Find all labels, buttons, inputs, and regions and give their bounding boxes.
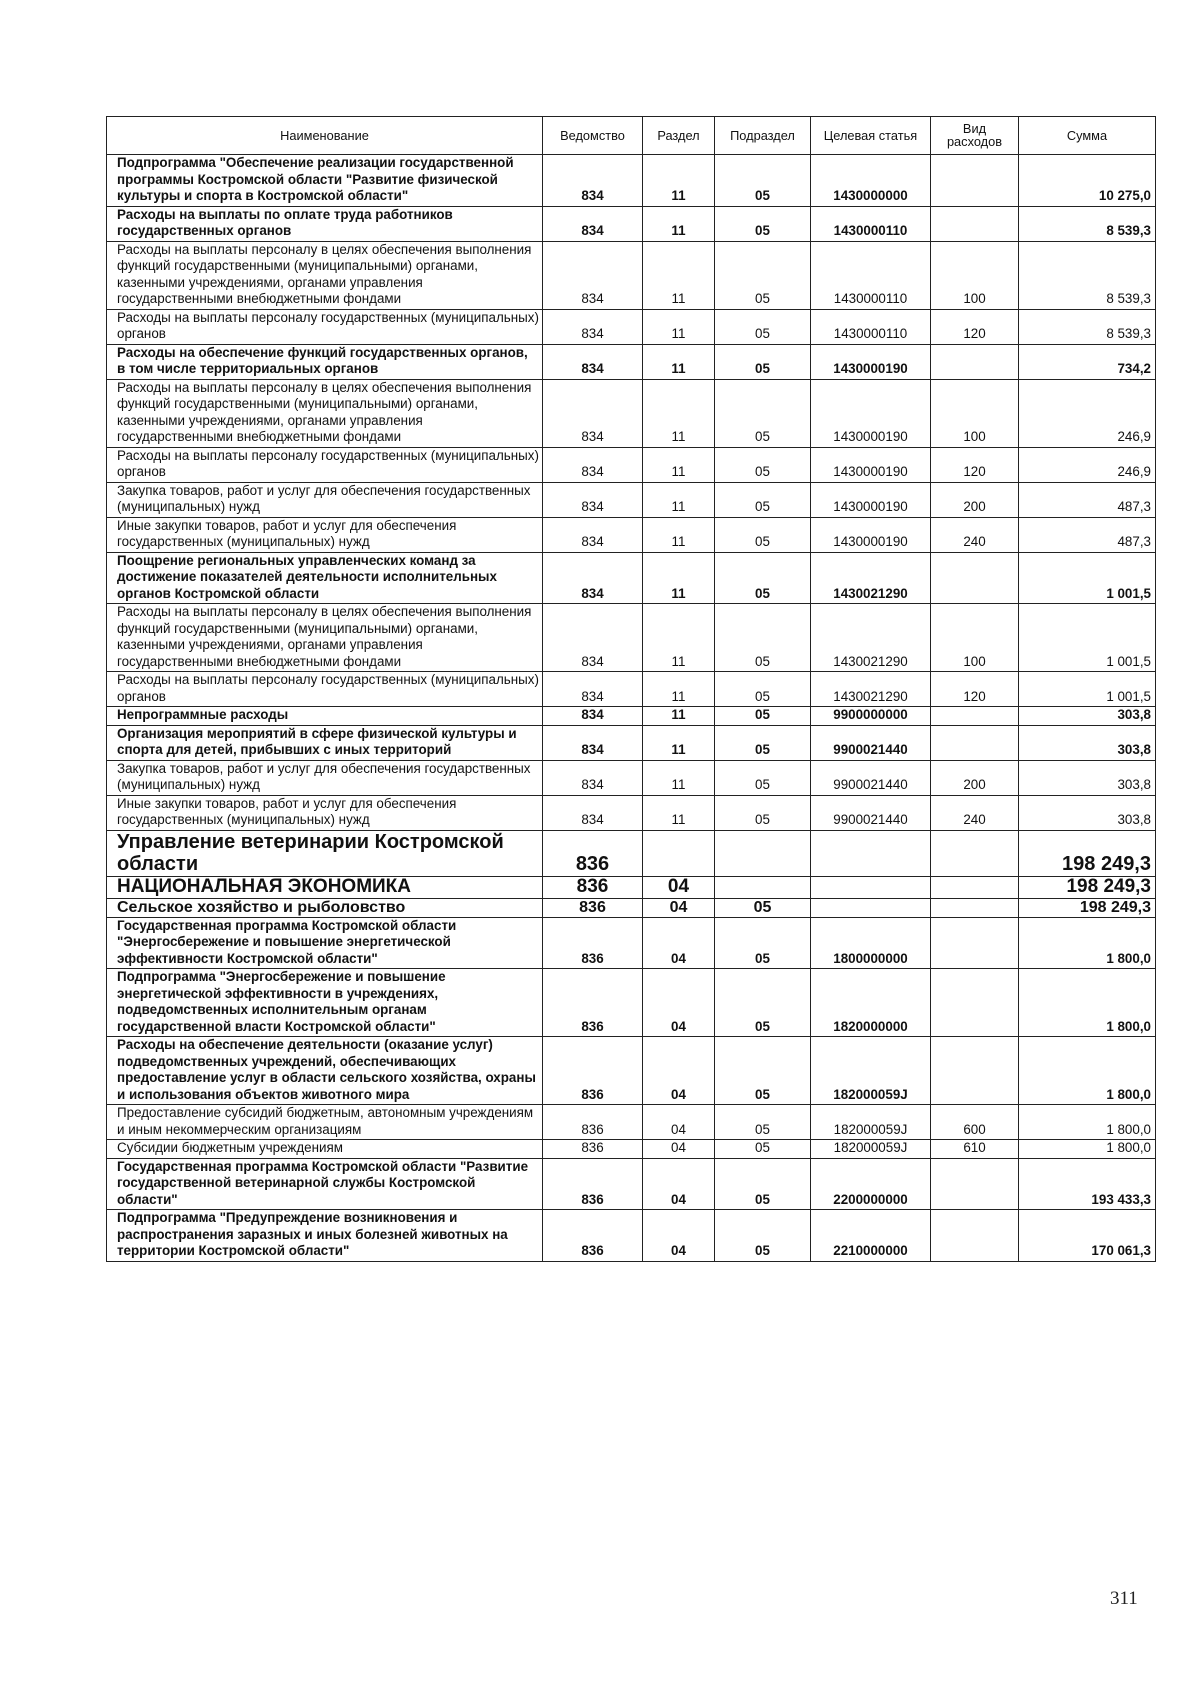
cell-ved: 834 [543, 552, 643, 604]
cell-podrazdel: 05 [715, 969, 811, 1037]
cell-ved: 834 [543, 482, 643, 517]
cell-name: Расходы на выплаты персоналу в целях обеспечения выполнения функций государственными (муниципальными) органами, казенными учреждениями, органами управления государственными внебюджетными фондами [107, 379, 543, 447]
cell-podrazdel: 05 [715, 760, 811, 795]
cell-name: Расходы на выплаты по оплате труда работников государственных органов [107, 206, 543, 241]
cell-podrazdel: 05 [715, 206, 811, 241]
cell-name: Расходы на обеспечение деятельности (оказание услуг) подведомственных учреждений, обеспечивающих предоставление услуг в области сельского хозяйства, охраны и использования объектов животного мира [107, 1037, 543, 1105]
cell-statya: 1820000000 [811, 969, 931, 1037]
cell-razdel: 11 [643, 309, 715, 344]
table-row [107, 969, 1156, 1037]
page-number: 311 [1110, 1588, 1138, 1609]
cell-name: Расходы на выплаты персоналу государственных (муниципальных) органов [107, 672, 543, 707]
table-header-row [107, 117, 1156, 155]
cell-ved: 836 [543, 1210, 643, 1262]
table-row [107, 725, 1156, 760]
cell-razdel: 04 [643, 917, 715, 969]
cell-summa: 8 539,3 [1019, 241, 1156, 309]
cell-name: Подпрограмма "Энергосбережение и повышение энергетической эффективности в учреждениях, подведомственных исполнительным органам государственной власти Костромской области" [107, 969, 543, 1037]
cell-summa: 303,8 [1019, 707, 1156, 726]
cell-name: Расходы на выплаты персоналу государственных (муниципальных) органов [107, 447, 543, 482]
cell-summa: 8 539,3 [1019, 206, 1156, 241]
cell-summa: 1 800,0 [1019, 969, 1156, 1037]
cell-razdel: 11 [643, 725, 715, 760]
cell-name: Иные закупки товаров, работ и услуг для обеспечения государственных (муниципальных) нужд [107, 517, 543, 552]
cell-razdel: 11 [643, 552, 715, 604]
cell-summa: 487,3 [1019, 482, 1156, 517]
cell-podrazdel: 05 [715, 707, 811, 726]
cell-name: Закупка товаров, работ и услуг для обеспечения государственных (муниципальных) нужд [107, 760, 543, 795]
cell-statya [811, 898, 931, 917]
cell-summa: 170 061,3 [1019, 1210, 1156, 1262]
cell-statya: 1430021290 [811, 604, 931, 672]
cell-ved: 834 [543, 604, 643, 672]
cell-razdel: 04 [643, 1158, 715, 1210]
cell-summa: 1 800,0 [1019, 1140, 1156, 1159]
header-statya: Целевая статья [811, 117, 931, 155]
cell-name: Расходы на обеспечение функций государственных органов, в том числе территориальных органов [107, 344, 543, 379]
cell-statya: 1800000000 [811, 917, 931, 969]
cell-summa: 1 001,5 [1019, 672, 1156, 707]
cell-name: Поощрение региональных управленческих команд за достижение показателей деятельности исполнительных органов Костромской области [107, 552, 543, 604]
cell-vid [931, 830, 1019, 876]
table-row [107, 447, 1156, 482]
cell-statya: 1430000190 [811, 344, 931, 379]
cell-razdel: 04 [643, 969, 715, 1037]
cell-summa: 246,9 [1019, 447, 1156, 482]
cell-razdel: 04 [643, 898, 715, 917]
cell-podrazdel: 05 [715, 672, 811, 707]
table-row [107, 672, 1156, 707]
cell-ved: 834 [543, 795, 643, 830]
cell-razdel: 04 [643, 1140, 715, 1159]
cell-vid [931, 876, 1019, 898]
table-row [107, 707, 1156, 726]
cell-name: Расходы на выплаты персоналу государственных (муниципальных) органов [107, 309, 543, 344]
cell-summa: 198 249,3 [1019, 898, 1156, 917]
cell-name: Расходы на выплаты персоналу в целях обеспечения выполнения функций государственными (муниципальными) органами, казенными учреждениями, органами управления государственными внебюджетными фондами [107, 241, 543, 309]
table-row [107, 241, 1156, 309]
table-row [107, 917, 1156, 969]
table-row [107, 795, 1156, 830]
cell-podrazdel: 05 [715, 917, 811, 969]
cell-podrazdel: 05 [715, 344, 811, 379]
cell-razdel: 11 [643, 517, 715, 552]
cell-statya: 1430000190 [811, 379, 931, 447]
cell-podrazdel: 05 [715, 379, 811, 447]
cell-ved: 834 [543, 672, 643, 707]
cell-vid: 600 [931, 1105, 1019, 1140]
table-row [107, 552, 1156, 604]
table-row [107, 1158, 1156, 1210]
header-razdel: Раздел [643, 117, 715, 155]
table-row [107, 1037, 1156, 1105]
cell-vid: 240 [931, 517, 1019, 552]
cell-ved: 834 [543, 707, 643, 726]
header-vid: Вид расходов [931, 117, 1019, 155]
cell-razdel: 11 [643, 482, 715, 517]
cell-statya: 2210000000 [811, 1210, 931, 1262]
table-row [107, 876, 1156, 898]
cell-razdel: 11 [643, 760, 715, 795]
cell-razdel: 11 [643, 672, 715, 707]
cell-statya: 9900000000 [811, 707, 931, 726]
header-podrazdel: Подраздел [715, 117, 811, 155]
cell-razdel [643, 830, 715, 876]
cell-ved: 834 [543, 344, 643, 379]
cell-razdel: 04 [643, 1037, 715, 1105]
cell-summa: 734,2 [1019, 344, 1156, 379]
table-row [107, 517, 1156, 552]
cell-vid: 200 [931, 482, 1019, 517]
cell-statya: 1430021290 [811, 552, 931, 604]
cell-ved: 836 [543, 969, 643, 1037]
cell-name: Субсидии бюджетным учреждениям [107, 1140, 543, 1159]
cell-summa: 1 800,0 [1019, 917, 1156, 969]
cell-razdel: 11 [643, 795, 715, 830]
cell-ved: 834 [543, 206, 643, 241]
table-row [107, 155, 1156, 207]
table-row [107, 830, 1156, 876]
cell-summa: 303,8 [1019, 795, 1156, 830]
cell-razdel: 11 [643, 379, 715, 447]
cell-summa: 303,8 [1019, 760, 1156, 795]
table-row [107, 482, 1156, 517]
table-row [107, 379, 1156, 447]
cell-vid: 610 [931, 1140, 1019, 1159]
cell-statya: 1430000110 [811, 241, 931, 309]
cell-summa: 487,3 [1019, 517, 1156, 552]
cell-name: Расходы на выплаты персоналу в целях обеспечения выполнения функций государственными (муниципальными) органами, казенными учреждениями, органами управления государственными внебюджетными фондами [107, 604, 543, 672]
budget-table [106, 116, 1156, 1262]
table-row [107, 1210, 1156, 1262]
cell-vid: 100 [931, 241, 1019, 309]
table-row [107, 604, 1156, 672]
cell-summa: 1 800,0 [1019, 1037, 1156, 1105]
header-name: Наименование [107, 117, 543, 155]
cell-ved: 836 [543, 1105, 643, 1140]
table-row [107, 1105, 1156, 1140]
cell-podrazdel: 05 [715, 309, 811, 344]
cell-podrazdel: 05 [715, 725, 811, 760]
cell-razdel: 11 [643, 604, 715, 672]
cell-podrazdel: 05 [715, 552, 811, 604]
cell-summa: 8 539,3 [1019, 309, 1156, 344]
cell-summa: 198 249,3 [1019, 876, 1156, 898]
cell-podrazdel: 05 [715, 898, 811, 917]
cell-statya [811, 876, 931, 898]
cell-name: НАЦИОНАЛЬНАЯ ЭКОНОМИКА [107, 876, 543, 898]
cell-podrazdel: 05 [715, 155, 811, 207]
cell-statya: 1430000110 [811, 206, 931, 241]
cell-name: Закупка товаров, работ и услуг для обеспечения государственных (муниципальных) нужд [107, 482, 543, 517]
cell-vid [931, 707, 1019, 726]
cell-podrazdel: 05 [715, 517, 811, 552]
cell-ved: 836 [543, 830, 643, 876]
header-summa: Сумма [1019, 117, 1156, 155]
cell-summa: 193 433,3 [1019, 1158, 1156, 1210]
cell-vid: 120 [931, 447, 1019, 482]
table-body [107, 155, 1156, 1262]
cell-vid [931, 969, 1019, 1037]
cell-vid: 100 [931, 379, 1019, 447]
cell-razdel: 11 [643, 707, 715, 726]
cell-vid: 100 [931, 604, 1019, 672]
cell-ved: 836 [543, 876, 643, 898]
cell-ved: 834 [543, 517, 643, 552]
cell-statya: 1430000190 [811, 482, 931, 517]
table-row [107, 898, 1156, 917]
cell-summa: 303,8 [1019, 725, 1156, 760]
cell-ved: 834 [543, 309, 643, 344]
cell-name: Государственная программа Костромской области "Развитие государственной ветеринарной службы Костромской области" [107, 1158, 543, 1210]
cell-summa: 198 249,3 [1019, 830, 1156, 876]
header-ved: Ведомство [543, 117, 643, 155]
cell-vid [931, 552, 1019, 604]
cell-name: Подпрограмма "Обеспечение реализации государственной программы Костромской области "Развитие физической культуры и спорта в Костромской области" [107, 155, 543, 207]
cell-statya: 2200000000 [811, 1158, 931, 1210]
cell-podrazdel [715, 876, 811, 898]
table-row [107, 1140, 1156, 1159]
cell-razdel: 11 [643, 206, 715, 241]
cell-ved: 836 [543, 1158, 643, 1210]
cell-razdel: 11 [643, 447, 715, 482]
cell-statya: 9900021440 [811, 760, 931, 795]
cell-vid [931, 155, 1019, 207]
cell-razdel: 11 [643, 241, 715, 309]
cell-razdel: 04 [643, 1105, 715, 1140]
cell-podrazdel: 05 [715, 795, 811, 830]
cell-summa: 246,9 [1019, 379, 1156, 447]
cell-summa: 1 001,5 [1019, 552, 1156, 604]
cell-ved: 834 [543, 447, 643, 482]
cell-razdel: 04 [643, 876, 715, 898]
table-row [107, 206, 1156, 241]
cell-razdel: 04 [643, 1210, 715, 1262]
table-row [107, 309, 1156, 344]
cell-ved: 836 [543, 1140, 643, 1159]
cell-vid: 240 [931, 795, 1019, 830]
cell-ved: 834 [543, 725, 643, 760]
cell-statya: 1430000000 [811, 155, 931, 207]
cell-ved: 836 [543, 898, 643, 917]
cell-statya: 1430000110 [811, 309, 931, 344]
cell-statya: 182000059J [811, 1105, 931, 1140]
cell-ved: 834 [543, 760, 643, 795]
cell-name: Организация мероприятий в сфере физической культуры и спорта для детей, прибывших с иных территорий [107, 725, 543, 760]
cell-statya: 1430000190 [811, 517, 931, 552]
cell-vid: 120 [931, 672, 1019, 707]
cell-podrazdel: 05 [715, 447, 811, 482]
cell-podrazdel [715, 830, 811, 876]
cell-statya: 9900021440 [811, 795, 931, 830]
cell-name: Иные закупки товаров, работ и услуг для обеспечения государственных (муниципальных) нужд [107, 795, 543, 830]
cell-podrazdel: 05 [715, 1140, 811, 1159]
cell-summa: 10 275,0 [1019, 155, 1156, 207]
cell-vid [931, 917, 1019, 969]
cell-statya: 1430000190 [811, 447, 931, 482]
cell-vid [931, 725, 1019, 760]
cell-statya: 9900021440 [811, 725, 931, 760]
cell-vid: 200 [931, 760, 1019, 795]
cell-statya: 182000059J [811, 1037, 931, 1105]
cell-vid [931, 1158, 1019, 1210]
cell-ved: 834 [543, 155, 643, 207]
cell-summa: 1 800,0 [1019, 1105, 1156, 1140]
cell-summa: 1 001,5 [1019, 604, 1156, 672]
budget-table-container [106, 116, 1155, 1262]
cell-statya [811, 830, 931, 876]
cell-statya: 182000059J [811, 1140, 931, 1159]
cell-vid [931, 206, 1019, 241]
cell-vid [931, 1210, 1019, 1262]
cell-ved: 836 [543, 917, 643, 969]
cell-name: Предоставление субсидий бюджетным, автономным учреждениям и иным некоммерческим организациям [107, 1105, 543, 1140]
cell-razdel: 11 [643, 155, 715, 207]
cell-ved: 834 [543, 379, 643, 447]
cell-vid [931, 898, 1019, 917]
cell-podrazdel: 05 [715, 1158, 811, 1210]
cell-vid: 120 [931, 309, 1019, 344]
cell-name: Управление ветеринарии Костромской области [107, 830, 543, 876]
cell-name: Подпрограмма "Предупреждение возникновения и распространения заразных и иных болезней животных на территории Костромской области" [107, 1210, 543, 1262]
cell-vid [931, 1037, 1019, 1105]
cell-name: Сельское хозяйство и рыболовство [107, 898, 543, 917]
cell-name: Непрограммные расходы [107, 707, 543, 726]
cell-podrazdel: 05 [715, 604, 811, 672]
cell-podrazdel: 05 [715, 1037, 811, 1105]
table-row [107, 344, 1156, 379]
table-row [107, 760, 1156, 795]
cell-podrazdel: 05 [715, 1210, 811, 1262]
cell-ved: 836 [543, 1037, 643, 1105]
cell-podrazdel: 05 [715, 241, 811, 309]
cell-vid [931, 344, 1019, 379]
cell-ved: 834 [543, 241, 643, 309]
cell-name: Государственная программа Костромской области "Энергосбережение и повышение энергетической эффективности Костромской области" [107, 917, 543, 969]
cell-statya: 1430021290 [811, 672, 931, 707]
cell-podrazdel: 05 [715, 1105, 811, 1140]
cell-razdel: 11 [643, 344, 715, 379]
cell-podrazdel: 05 [715, 482, 811, 517]
